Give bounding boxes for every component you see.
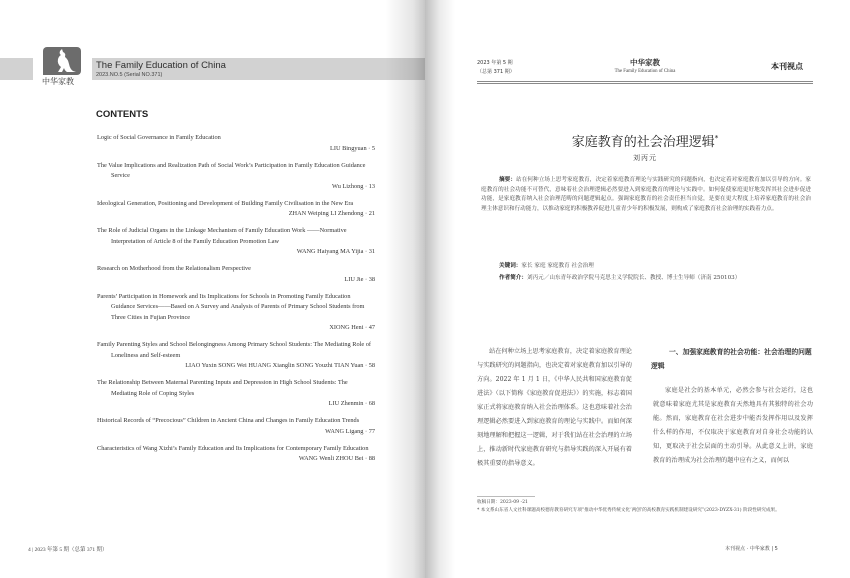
received-date: 收稿日期：2023-09 -21	[477, 500, 528, 505]
toc-entry-authors: LIU Zhenmin · 68	[328, 400, 375, 407]
toc-entry-authors: LIU Jie · 38	[344, 275, 375, 283]
toc-entry-authors: XIONG Heni · 47	[329, 324, 375, 331]
toc-entry-authors: WANG Haiyang MA Yijia · 31	[296, 248, 375, 255]
toc-entry[interactable]	[97, 444, 375, 465]
toc-entry-authors: WANG Wenli ZHOU Bei · 88	[298, 455, 375, 462]
journal-title: The Family Education of China	[96, 60, 226, 71]
running-head-journal	[575, 57, 715, 74]
toc-entry-authors: WANG Ligang · 77	[325, 427, 375, 435]
toc-entry-title: Parents’ Participation in Homework and Its Implications for Schools in Promoting Family Education Guidance Services——Based on A Survey and Analysis of Parents of Primary School Students from Three Cities in Fujian Province	[97, 292, 365, 321]
journal-name-cn: 中华家教	[630, 58, 660, 67]
header-rule-2	[477, 83, 813, 84]
toc-entry-authors: LIAO Yuxin SONG Wei HUANG Xianglin SONG Youzhi TIAN Yuan · 58	[185, 362, 375, 369]
journal-name-en: The Family Education of China	[614, 69, 676, 74]
toc-entry-title: Family Parenting Styles and School Belongingness Among Primary School Students: The Mediating Role of Loneliness and Self-esteem	[97, 341, 371, 359]
abstract	[481, 176, 811, 215]
abstract-label: 摘要：	[499, 177, 517, 183]
gutter-shadow-left	[385, 0, 425, 578]
footnotes	[477, 499, 813, 514]
toc-entry-title: Research on Motherhood from the Relationalism Perspective	[97, 265, 251, 272]
footnote-rule	[477, 496, 535, 497]
page-footer-left: 4 | 2023 年第 5 期（总第 371 期）	[28, 547, 108, 553]
toc-entry-title: The Role of Judicial Organs in the Linkage Mechanism of Family Education Work ——Normative Interpretation of Article 8 of the Family Education Promotion Law	[97, 227, 347, 245]
toc-entry[interactable]	[97, 133, 375, 154]
toc-entry[interactable]	[97, 340, 375, 372]
toc-entry[interactable]	[97, 161, 375, 193]
toc-entry[interactable]	[97, 378, 375, 410]
toc-entry-title: Logic of Social Governance in Family Education	[97, 134, 221, 141]
issue-line-2: （总第 371 期）	[477, 69, 515, 75]
body-text-left-column: 站在何种立场上思考家庭教育，决定着家庭教育理论与实践研究的问题指向，也决定着对家庭教育加以引导的方向。2022 年 1 月 1 日，《中华人民共和国家庭教育促进法》（以下简称《家庭教育促进法》）的实施，标志着国家正式将家庭教育纳入社会治理体系。这也意味着社会治理逻辑必然要进入到家庭教育的理论与实践中。而如何深刻地理解和把握这一逻辑，对于我们站在社会治理的立场上，推动新时代家庭教育研究与指导实践的深入开展有着极其重要的指导意义。	[477, 348, 632, 467]
keywords-label: 关键词：	[499, 263, 522, 269]
toc-entry-title: The Relationship Between Maternal Parenting Inputs and Depression in High School Students: The Mediating Role of Coping Styles	[97, 379, 348, 397]
toc-entry-title: Characteristics of Wang Xizhi’s Family Education and Its Implications for Contemporary Family Education	[97, 444, 369, 452]
toc-entry-authors: ZHAN Weiping LI Zhendong · 21	[288, 210, 375, 217]
article-title-text: 家庭教育的社会治理逻辑	[571, 135, 715, 150]
keywords	[499, 262, 811, 272]
section-heading: 一、加强家庭教育的社会功能：社会治理的问题逻辑	[651, 348, 812, 370]
title-footnote-mark: *	[714, 134, 719, 143]
contents-heading: CONTENTS	[96, 109, 149, 120]
article-author: 刘丙元	[633, 154, 657, 162]
toc-entry[interactable]	[97, 226, 375, 258]
table-of-contents	[97, 133, 375, 471]
toc-entry-authors: LIU Bingyuan · 5	[330, 144, 375, 152]
logo-badge	[43, 47, 81, 75]
toc-entry[interactable]	[97, 199, 375, 220]
header-rule	[477, 81, 813, 82]
right-page	[425, 0, 850, 578]
body-text-right-column: 家庭是社会的基本单元，必然会参与社会运行，这也就意味着家庭尤其是家庭教育天然地具有其独特的社会功能。然而，家庭教育在社会进步中能否发挥作用以及发挥什么样的作用，不仅取决于家庭教育对自身社会功能的认知，更取决于社会层面的主动引导。从此意义上讲，家庭教育的治理成为社会治理的题中应有之义，而何以	[653, 387, 813, 464]
toc-entry-title: Historical Records of “Precocious” Children in Ancient China and Changes in Family Education Trends	[97, 417, 360, 424]
logo-text: 中华家教	[42, 77, 74, 86]
header-band-left	[0, 58, 33, 80]
journal-issue: 2023.NO.5 (Serial NO.371)	[96, 72, 163, 78]
gutter-shadow-right	[425, 0, 455, 578]
running-head-issue	[477, 59, 515, 77]
journal-logo	[42, 47, 82, 87]
kangaroo-icon	[43, 47, 81, 75]
author-bio-label: 作者简介：	[499, 275, 527, 281]
article-title	[477, 131, 813, 150]
toc-entry[interactable]	[97, 416, 375, 437]
toc-entry-authors: Wu Lizhong · 13	[332, 182, 375, 190]
toc-entry-title: The Value Implications and Realization Path of Social Work’s Participation in Family Education Guidance Service	[97, 161, 366, 179]
issue-line-1: 2023 年第 5 期	[477, 60, 513, 66]
author-bio-text: 刘丙元／山东青年政治学院马克思主义学院院长、教授、博士生导师（济南 250103）	[526, 275, 741, 281]
keywords-text: 家长 家庭 家庭教育 社会治理	[521, 263, 594, 269]
author-bio	[499, 274, 811, 284]
page-footer-right: 本刊视点 · 中华家教 | 5	[725, 546, 778, 552]
toc-entry[interactable]	[97, 292, 375, 334]
section-label: 本刊视点	[771, 62, 803, 71]
toc-entry-title: Ideological Generation, Positioning and Development of Building Family Civilisation in the New Era	[97, 199, 354, 207]
abstract-text: 站在何种立场上思考家庭教育，决定着家庭教育理论与实践研究的问题指向，也决定着对家庭教育加以引导的方向。家庭教育的社会功能不可替代，意味着社会治理逻辑必然要进入到家庭教育的理论与实践中。如何促使家庭更好地发挥其社会进步促进功能，是家庭教育纳入社会治理范畴的问题逻辑起点。强调家庭教育的社会责任担当自觉，是要在更大程度上培养家庭教育的社会治理主体意识和行动能力，以推动家庭的积极教养促进儿童青少年的积极发展，则构成了家庭教育社会治理的实践着力点。	[481, 177, 811, 213]
funding-note: * 本文系山东省人文社科课题高校德育教育研究专项“推动中华优秀传统文化‘两创’的高校教育实践机制建设研究”(2023-DYZX-31) 阶段性研究成果。	[477, 507, 780, 513]
toc-entry[interactable]	[97, 264, 375, 285]
